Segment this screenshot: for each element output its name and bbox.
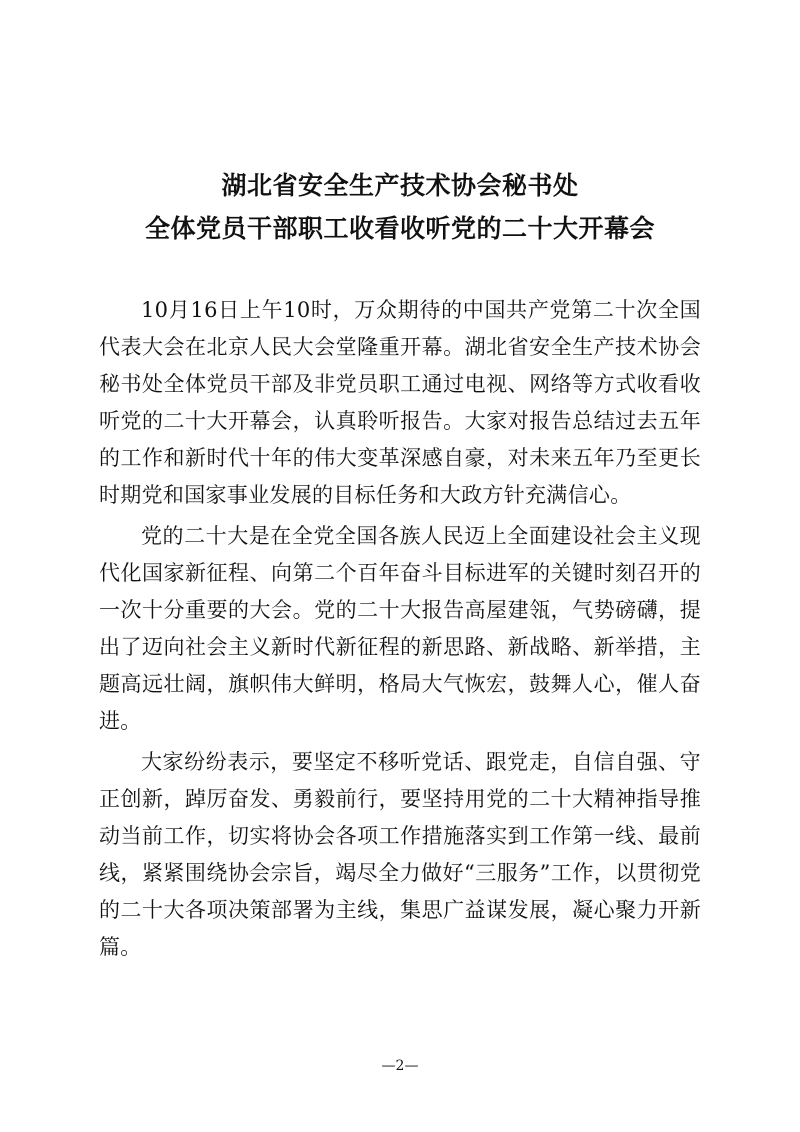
paragraph-2: 党的二十大是在全党全国各族人民迈上全面建设社会主义现代化国家新征程、向第二个百年奋斗目标进军的关键时刻召开的一次十分重要的大会。党的二十大报告高屋建瓴，气势磅礴，提出了迈向社会主义新时代新征程的新思路、新战略、新举措，主题高远壮阔，旗帜伟大鲜明，格局大气恢宏，鼓舞人心，催人奋进。	[99, 524, 701, 733]
page-number: —2—	[381, 1058, 419, 1074]
title-line-1: 湖北省安全生产技术协会秘书处	[221, 171, 579, 200]
paragraph-3: 大家纷纷表示，要坚定不移听党话、跟党走，自信自强、守正创新，踔厉奋发、勇毅前行，要坚持用党的二十大精神指导推动当前工作，切实将协会各项工作措施落实到工作第一线、最前线，紧紧围绕协会宗旨，竭尽全力做好“三服务”工作，以贯彻党的二十大各项决策部署为主线，集思广益谋发展，凝心聚力开新篇。	[99, 750, 701, 959]
paragraph-1: 10月16日上午10时，万众期待的中国共产党第二十次全国代表大会在北京人民大会堂隆重开幕。湖北省安全生产技术协会秘书处全体党员干部及非党员职工通过电视、网络等方式收看收听党的二十大开幕会，认真聆听报告。大家对报告总结过去五年的工作和新时代十年的伟大变革深感自豪，对未来五年乃至更长时期党和国家事业发展的目标任务和大政方针充满信心。	[99, 298, 701, 507]
document-body	[99, 292, 701, 966]
title-line-2: 全体党员干部职工收看收听党的二十大开幕会	[144, 214, 655, 243]
